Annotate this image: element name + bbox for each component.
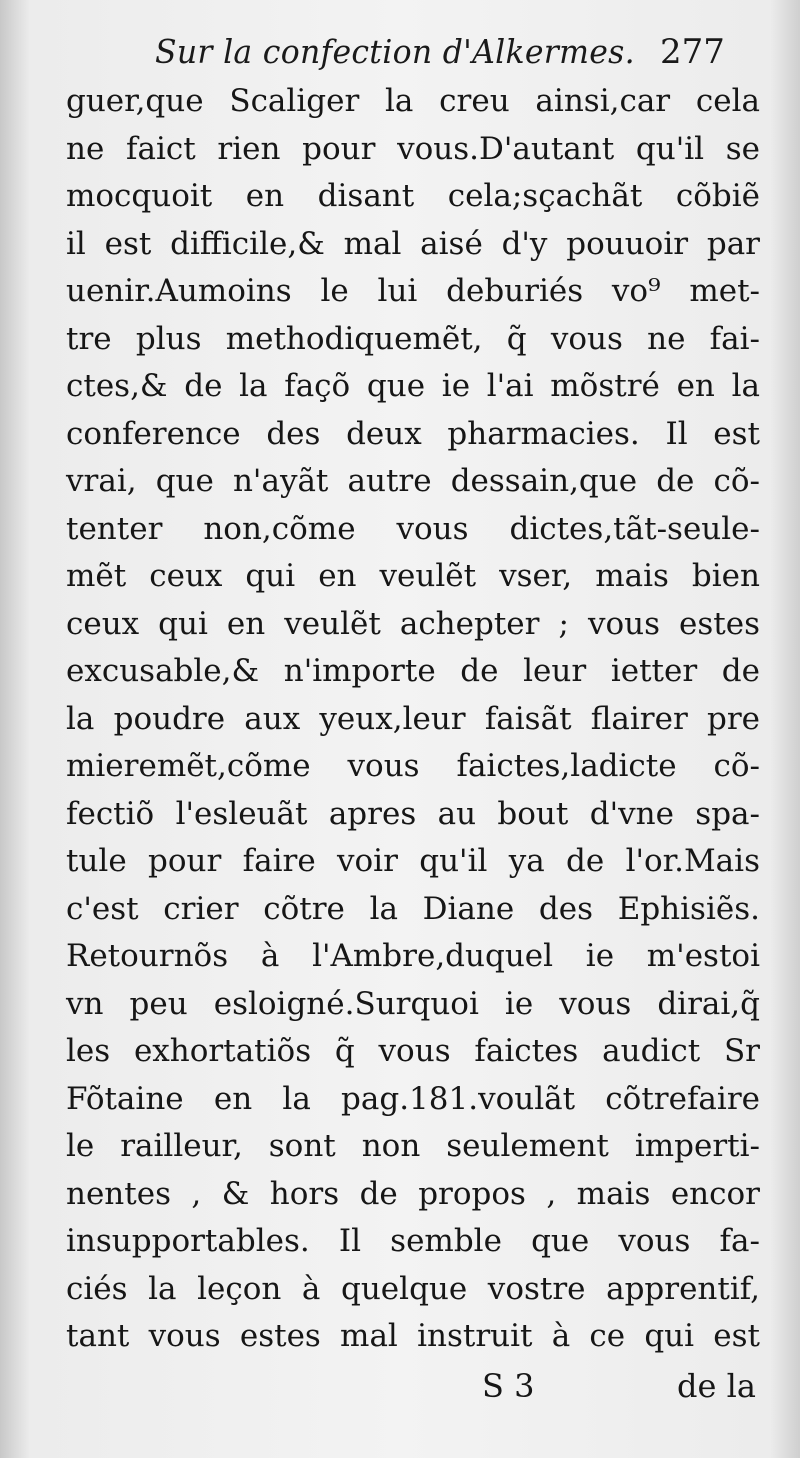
text-line: il est difficile,& mal aisé d'y pouuoir par [66, 225, 760, 262]
text-line: excusable,& n'importe de leur ietter de [66, 653, 760, 689]
text-line: ceux qui en veulẽt achepter ; vous estes [66, 605, 760, 642]
text-line: ne faict rien pour vous.D'autant qu'il se [66, 130, 760, 167]
text-line: vn peu esloigné.Surquoi ie vous dirai,q̃ [66, 985, 760, 1022]
text-line: ctes,& de la façõ que ie l'ai mõstré en la [66, 368, 760, 404]
text-line: mieremẽt,cõme vous faictes,ladicte cõ- [66, 748, 760, 784]
text-line: la poudre aux yeux,leur faisãt flairer pre [66, 700, 760, 737]
signature-mark: S 3 [482, 1367, 535, 1405]
text-line: nentes , & hors de propos , mais encor [66, 1175, 760, 1212]
text-line: tant vous estes mal instruit à ce qui est [66, 1318, 760, 1354]
text-line: tenter non,cõme vous dictes,tãt-seule- [66, 510, 760, 547]
page-footer [0, 1362, 800, 1412]
catchword: de la [677, 1367, 756, 1405]
running-head: Sur la confection d'Alkermes. [155, 32, 635, 71]
text-line: vrai, que n'ayãt autre dessain,que de cõ- [66, 463, 760, 499]
text-line: tule pour faire voir qu'il ya de l'or.Mais [66, 843, 760, 879]
page-number: 277 [660, 32, 725, 72]
text-line: guer,que Scaliger la creu ainsi,car cela [66, 83, 760, 119]
text-line: fectiõ l'esleuãt apres au bout d'vne spa- [66, 795, 760, 832]
text-line: conference des deux pharmacies. Il est [66, 415, 760, 452]
page-header [0, 28, 800, 78]
text-line: Retournõs à l'Ambre,duquel ie m'estoi [66, 938, 760, 974]
text-line: tre plus methodiquemẽt, q̃ vous ne fai- [66, 320, 760, 357]
text-line: mẽt ceux qui en veulẽt vser, mais bien [66, 558, 760, 594]
text-line: insupportables. Il semble que vous fa- [66, 1223, 760, 1259]
text-line: ciés la leçon à quelque vostre apprentif, [66, 1270, 760, 1307]
text-line: c'est crier cõtre la Diane des Ephisiẽs. [66, 890, 760, 927]
body-text [66, 78, 766, 1361]
text-line: mocquoit en disant cela;sçachãt cõbiẽ [66, 178, 760, 214]
text-line: le railleur, sont non seulement imperti- [66, 1128, 760, 1164]
text-line: Fõtaine en la pag.181.voulãt cõtrefaire [66, 1080, 760, 1117]
text-line: uenir.Aumoins le lui deburiés vo⁹ met- [66, 273, 760, 309]
text-line: les exhortatiõs q̃ vous faictes audict Sr [66, 1033, 760, 1069]
